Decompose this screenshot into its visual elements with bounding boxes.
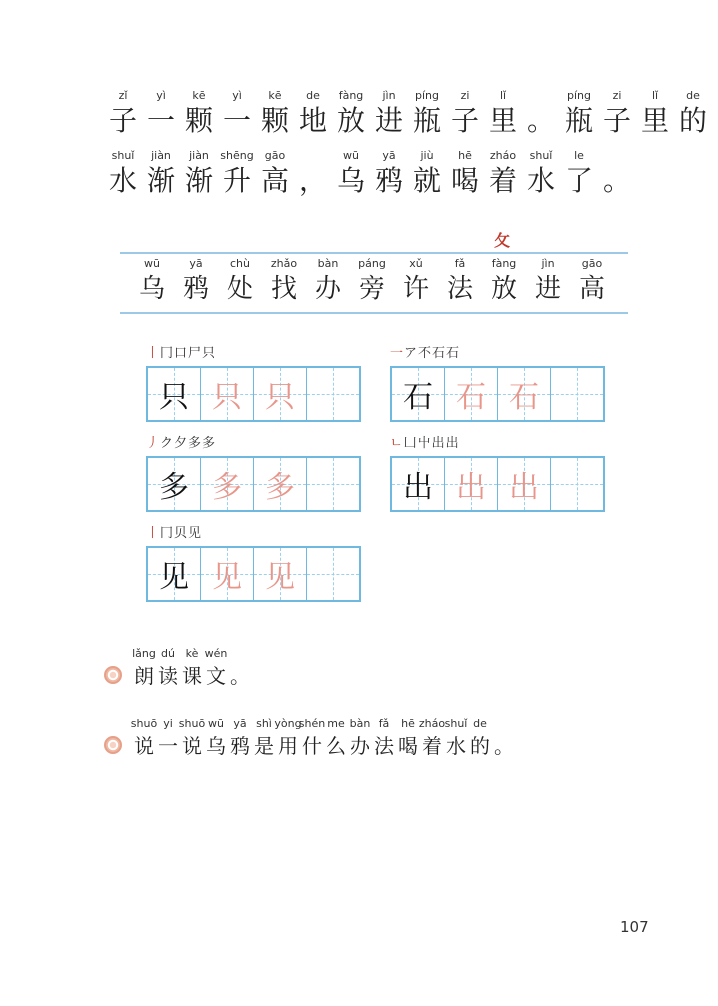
model-cell [148, 548, 201, 600]
pinyin: kè [185, 647, 199, 660]
pinyin: zi [612, 89, 622, 102]
pinyin-char [446, 148, 484, 198]
pinyin: zǐ [118, 89, 128, 102]
first-stroke: 丨 [146, 346, 161, 361]
pinyin-char [306, 256, 350, 306]
pinyin: de [306, 89, 320, 102]
pinyin-char [332, 88, 370, 138]
writing-grid [146, 456, 361, 512]
grid-char: 只 [265, 380, 295, 415]
pinyin: fǎ [378, 717, 390, 730]
hanzi: 许 [402, 274, 429, 304]
pinyin: bàn [349, 717, 371, 730]
grid-char: 见 [159, 560, 189, 595]
task-read-aloud [104, 646, 252, 690]
text-line [104, 88, 712, 138]
stroke-order [390, 342, 460, 361]
grid-char: 多 [212, 470, 242, 505]
hanzi: 地 [298, 104, 327, 137]
pinyin-char [218, 256, 262, 306]
hanzi: 渐 [146, 164, 175, 197]
hanzi: 读 [158, 664, 178, 688]
stroke-steps: ク夕多多 [160, 436, 217, 451]
first-stroke: 一 [390, 346, 405, 361]
trace-cell [201, 458, 254, 510]
hanzi: 放 [490, 274, 517, 304]
pinyin-char [252, 716, 276, 760]
pinyin: de [473, 717, 487, 730]
model-cell [148, 458, 201, 510]
pinyin-char [560, 88, 598, 138]
stroke-order [146, 432, 216, 451]
pinyin-char [636, 88, 674, 138]
hanzi: 颗 [184, 104, 213, 137]
hanzi: 什 [302, 734, 322, 758]
pinyin-char [598, 148, 636, 198]
pinyin: shuǐ [111, 149, 135, 162]
pinyin: lǐ [651, 89, 659, 102]
pinyin-char [156, 716, 180, 760]
blank-cell [307, 548, 359, 600]
hanzi: 水 [108, 164, 137, 197]
grid-char: 出 [456, 470, 486, 505]
writing-grid [146, 546, 361, 602]
writing-grid [390, 456, 605, 512]
pinyin: zháo [418, 717, 446, 730]
pinyin-char [156, 646, 180, 690]
trace-cell [254, 458, 307, 510]
pinyin-char [180, 148, 218, 198]
pinyin-char [444, 716, 468, 760]
pinyin-char [256, 88, 294, 138]
hanzi: 么 [326, 734, 346, 758]
pinyin-char [348, 716, 372, 760]
pinyin-char [256, 148, 294, 198]
hanzi: 一 [146, 104, 175, 137]
pinyin-char [180, 716, 204, 760]
pinyin-char [332, 148, 370, 198]
pinyin: le [574, 149, 584, 162]
pinyin: zháo [489, 149, 517, 162]
page-number: 107 [620, 918, 649, 936]
trace-cell [201, 548, 254, 600]
hanzi: 。 [602, 164, 631, 197]
hanzi: 办 [314, 274, 341, 304]
pinyin-char [104, 148, 142, 198]
hanzi: 乌 [138, 274, 165, 304]
pinyin: kē [268, 89, 282, 102]
stroke-steps: 冂贝见 [160, 526, 203, 541]
trace-cell [498, 458, 551, 510]
pinyin-char [408, 88, 446, 138]
pinyin-char [204, 716, 228, 760]
pinyin-char [300, 716, 324, 760]
pinyin-char [408, 148, 446, 198]
pinyin-char [522, 88, 560, 138]
stroke-steps: ア不石石 [404, 346, 461, 361]
hanzi: 子 [602, 104, 631, 137]
hanzi: 瓶 [412, 104, 441, 137]
hanzi: 子 [108, 104, 137, 137]
pinyin-char [132, 716, 156, 760]
pinyin-char [174, 256, 218, 306]
hanzi: 文 [206, 664, 226, 688]
blank-cell [551, 458, 603, 510]
grid-char: 石 [509, 380, 539, 415]
pinyin-char [484, 88, 522, 138]
pinyin: yā [382, 149, 396, 162]
hanzi: 喝 [398, 734, 418, 758]
hanzi: 子 [450, 104, 479, 137]
hanzi: 用 [278, 734, 298, 758]
hanzi: 了 [564, 164, 593, 197]
grid-char: 多 [159, 470, 189, 505]
radical-mark: 攵 [494, 231, 511, 250]
stroke-order [146, 522, 202, 541]
trace-cell [498, 368, 551, 420]
grid-char: 出 [509, 470, 539, 505]
pinyin-char [598, 88, 636, 138]
pinyin-char [492, 716, 516, 760]
hanzi: 高 [260, 164, 289, 197]
trace-cell [254, 368, 307, 420]
hanzi: 鸦 [182, 274, 209, 304]
flower-bullet-icon [104, 736, 122, 754]
hanzi: ， [298, 164, 327, 197]
hanzi: 瓶 [564, 104, 593, 137]
pinyin: yì [232, 89, 242, 102]
pinyin: gāo [581, 257, 603, 270]
pinyin-char [294, 148, 332, 198]
hanzi: 乌 [206, 734, 226, 758]
pinyin: wén [204, 647, 228, 660]
pinyin-char [294, 88, 332, 138]
pinyin: hē [458, 149, 472, 162]
pinyin-char [104, 88, 142, 138]
hanzi: 喝 [450, 164, 479, 197]
pinyin: lǎng [132, 647, 156, 660]
pinyin: jìn [541, 257, 555, 270]
stroke-steps: 凵屮出出 [403, 436, 460, 451]
pinyin: píng [415, 89, 439, 102]
pinyin: gāo [264, 149, 286, 162]
hanzi: 说 [134, 734, 154, 758]
pinyin-char [180, 646, 204, 690]
pinyin: me [327, 717, 345, 730]
hanzi: 说 [182, 734, 202, 758]
model-cell [392, 368, 445, 420]
pinyin-char [570, 256, 614, 306]
pinyin-char [394, 256, 438, 306]
hanzi: 着 [422, 734, 442, 758]
hanzi: 鸦 [374, 164, 403, 197]
pinyin: jìn [382, 89, 396, 102]
trace-cell [254, 548, 307, 600]
pinyin-char [674, 88, 712, 138]
pinyin: jiù [420, 149, 434, 162]
vocab-line [130, 256, 614, 306]
pinyin-char [468, 716, 492, 760]
flower-bullet-icon [104, 666, 122, 684]
hanzi: 就 [412, 164, 441, 197]
hanzi: 乌 [336, 164, 365, 197]
hanzi: 水 [526, 164, 555, 197]
pinyin: lǐ [499, 89, 507, 102]
hanzi: 着 [488, 164, 517, 197]
pinyin: zhǎo [270, 257, 298, 270]
pinyin: dú [161, 647, 175, 660]
pinyin: shuǐ [529, 149, 553, 162]
stroke-steps: 冂口尸只 [160, 346, 217, 361]
hanzi: 。 [494, 734, 514, 758]
writing-grid [390, 366, 605, 422]
blank-cell [307, 458, 359, 510]
pinyin: fàng [338, 89, 364, 102]
pinyin: de [686, 89, 700, 102]
blank-cell [551, 368, 603, 420]
pinyin: wū [208, 717, 224, 730]
grid-char: 见 [265, 560, 295, 595]
pinyin-char [228, 646, 252, 690]
pinyin-char [446, 88, 484, 138]
pinyin-char [142, 148, 180, 198]
hanzi: 一 [222, 104, 251, 137]
pinyin-char [438, 256, 482, 306]
pinyin-char [526, 256, 570, 306]
hanzi: 里 [488, 104, 517, 137]
pinyin-char [324, 716, 348, 760]
grid-char: 只 [212, 380, 242, 415]
hanzi: 法 [446, 274, 473, 304]
pinyin: wū [343, 149, 359, 162]
first-stroke: 丨 [146, 526, 161, 541]
stroke-order [146, 342, 216, 361]
pinyin: píng [567, 89, 591, 102]
pinyin-char [482, 256, 526, 306]
hanzi: 高 [578, 274, 605, 304]
hanzi: 办 [350, 734, 370, 758]
grid-char: 见 [212, 560, 242, 595]
grid-char: 多 [265, 470, 295, 505]
trace-cell [445, 458, 498, 510]
trace-cell [201, 368, 254, 420]
trace-cell [445, 368, 498, 420]
hanzi: 旁 [358, 274, 385, 304]
pinyin: shì [256, 717, 272, 730]
task-discuss [104, 716, 516, 760]
hanzi: 的 [470, 734, 490, 758]
pinyin-char [350, 256, 394, 306]
pinyin-char [228, 716, 252, 760]
stroke-order [390, 432, 460, 451]
hanzi: 法 [374, 734, 394, 758]
pinyin: yòng [274, 717, 302, 730]
pinyin-char [396, 716, 420, 760]
hanzi: 课 [182, 664, 202, 688]
pinyin: fàng [491, 257, 517, 270]
pinyin: jiàn [189, 149, 209, 162]
pinyin-char [218, 148, 256, 198]
hanzi: 进 [374, 104, 403, 137]
hanzi: 。 [526, 104, 555, 137]
pinyin-char [420, 716, 444, 760]
pinyin-char [484, 148, 522, 198]
hanzi: 朗 [134, 664, 154, 688]
pinyin-char [132, 646, 156, 690]
pinyin: shuǐ [444, 717, 468, 730]
model-cell [148, 368, 201, 420]
grid-char: 石 [456, 380, 486, 415]
pinyin-char [372, 716, 396, 760]
pinyin-char [142, 88, 180, 138]
grid-char: 只 [159, 380, 189, 415]
pinyin: shuō [178, 717, 206, 730]
hanzi: 的 [678, 104, 707, 137]
pinyin-char [370, 88, 408, 138]
hanzi: 一 [158, 734, 178, 758]
pinyin: yi [163, 717, 173, 730]
hanzi: 水 [446, 734, 466, 758]
pinyin-char [560, 148, 598, 198]
pinyin-char [180, 88, 218, 138]
grid-char: 石 [403, 380, 433, 415]
hanzi: 里 [640, 104, 669, 137]
pinyin: kē [192, 89, 206, 102]
pinyin: zi [460, 89, 470, 102]
pinyin: hē [401, 717, 415, 730]
pinyin: páng [358, 257, 386, 270]
pinyin: xǔ [409, 257, 423, 270]
hanzi: 鸦 [230, 734, 250, 758]
pinyin: yā [189, 257, 203, 270]
pinyin: bàn [317, 257, 339, 270]
hanzi: 颗 [260, 104, 289, 137]
pinyin: yì [156, 89, 166, 102]
pinyin: jiàn [151, 149, 171, 162]
hanzi: 放 [336, 104, 365, 137]
pinyin-char [204, 646, 228, 690]
pinyin: chù [230, 257, 250, 270]
hanzi: 是 [254, 734, 274, 758]
pinyin: wū [144, 257, 160, 270]
first-stroke: 丿 [146, 436, 161, 451]
pinyin: fǎ [454, 257, 466, 270]
model-cell [392, 458, 445, 510]
pinyin: shén [298, 717, 326, 730]
hanzi: 找 [270, 274, 297, 304]
pinyin: shuō [130, 717, 158, 730]
pinyin-char [370, 148, 408, 198]
pinyin: yā [233, 717, 247, 730]
pinyin-char [130, 256, 174, 306]
pinyin: shēng [220, 149, 254, 162]
pinyin-char [262, 256, 306, 306]
hanzi: 渐 [184, 164, 213, 197]
first-stroke: ㄴ [390, 436, 404, 451]
writing-grid [146, 366, 361, 422]
pinyin-char [522, 148, 560, 198]
blank-cell [307, 368, 359, 420]
text-line [104, 148, 636, 198]
pinyin-char [218, 88, 256, 138]
hanzi: 进 [534, 274, 561, 304]
grid-char: 出 [403, 470, 433, 505]
hanzi: 升 [222, 164, 251, 197]
hanzi: 处 [226, 274, 253, 304]
pinyin-char [276, 716, 300, 760]
hanzi: 。 [230, 664, 250, 688]
